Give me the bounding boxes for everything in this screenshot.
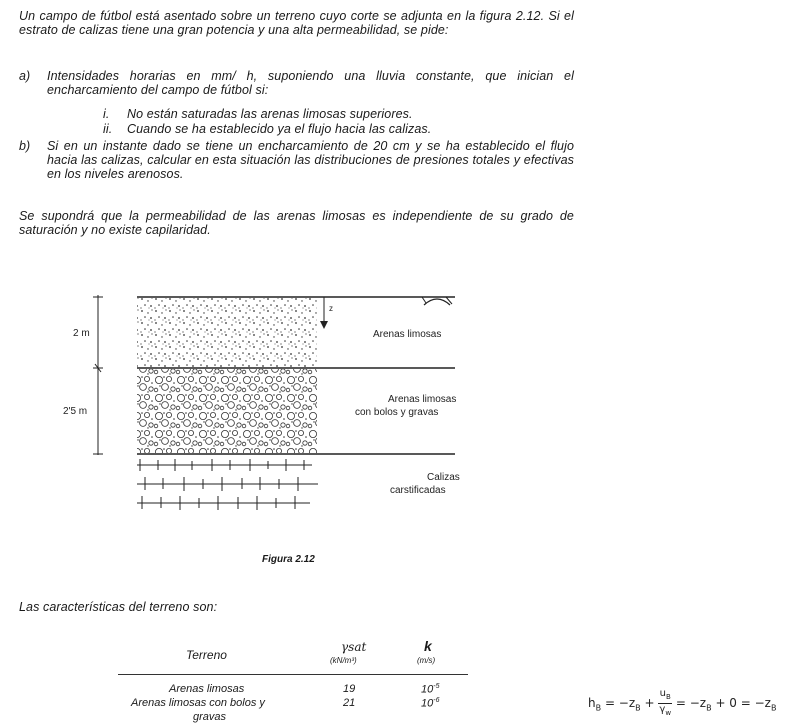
- table-header-k-unit: (m/s): [417, 656, 436, 665]
- formula-eq1-sub: B: [635, 703, 641, 713]
- limestone-hatching: [137, 459, 318, 510]
- formula-num-sub: B: [665, 693, 671, 701]
- table-header-gamma-unit: (kN/m³): [330, 656, 357, 665]
- z-axis-label: z: [329, 304, 333, 313]
- characteristics-intro: Las características del terreno son:: [19, 600, 218, 614]
- formula-lhs-sub: B: [595, 703, 602, 713]
- table-row-1-k: [421, 683, 439, 696]
- figure-caption: Figura 2.12: [262, 554, 315, 565]
- item-a-marker: a): [19, 69, 31, 83]
- table-row-1-k-base: 10: [421, 683, 434, 696]
- table-row-2-gamma: 21: [343, 697, 356, 709]
- table-rule: [118, 674, 468, 675]
- item-a-text: Intensidades horarias en mm/ h, suponiendo una lluvia constante, que inician el encharcamiento del campo de fútbol si:: [47, 69, 574, 97]
- problem-intro: Un campo de fútbol está asentado sobre un terreno cuyo corte se adjunta en la figura 2.12. Si el estrato de calizas tiene una gran potencia y una alta permeabilidad, se pide:: [19, 9, 574, 37]
- table-row-2-k: [421, 697, 439, 710]
- layer3-label-line2: carstificadas: [390, 485, 446, 496]
- item-a-i-marker: i.: [103, 107, 110, 121]
- layer3-label-line1: Calizas: [427, 472, 460, 483]
- soil-profile-figure: [0, 285, 480, 525]
- formula-rhs2-sub: B: [770, 703, 777, 713]
- formula-fraction: [658, 688, 672, 719]
- formula-lhs: h: [588, 696, 596, 710]
- table-row-2-k-exp: -6: [433, 697, 440, 704]
- table-header-gamma: γsat: [341, 640, 367, 654]
- formula-plus: +: [644, 696, 655, 710]
- item-a-ii-marker: ii.: [103, 122, 113, 136]
- formula-rhs1-tail: + 0 = −z: [715, 696, 771, 710]
- dim-label-bottom: 2'5 m: [63, 406, 88, 417]
- dim-label-top: 2 m: [73, 328, 90, 339]
- head-formula: [588, 688, 776, 719]
- layer-silty-sands-gravel: [137, 369, 317, 453]
- formula-rhs1-sub: B: [706, 703, 712, 713]
- table-header-k: k: [424, 638, 432, 654]
- item-b-marker: b): [19, 139, 31, 153]
- table-row-2-terrain: Arenas limosas con bolos y: [131, 697, 265, 709]
- table-row-1-gamma: 19: [343, 683, 356, 695]
- table-row-2-k-base: 10: [421, 697, 434, 710]
- table-header-terrain: Terreno: [186, 648, 227, 662]
- item-a-ii-text: Cuando se ha establecido ya el flujo hacia las calizas.: [127, 122, 432, 136]
- layer2-label-line1: Arenas limosas: [388, 394, 457, 405]
- item-b-text: Si en un instante dado se tiene un encharcamiento de 20 cm y se ha establecido el flujo hacia las calizas, calcular en esta situación las distribuciones de presiones totales y efectivas en los niveles arenosos.: [47, 139, 574, 181]
- formula-eq1: = −z: [604, 696, 636, 710]
- table-row-2-terrain-cont: gravas: [193, 711, 227, 723]
- table-row-1-terrain: Arenas limosas: [169, 683, 245, 695]
- layer1-label: Arenas limosas: [373, 329, 442, 340]
- layer2-label-line2: con bolos y gravas: [355, 407, 439, 418]
- formula-num: u: [659, 688, 666, 699]
- formula-rhs1: = −z: [675, 696, 707, 710]
- item-a-i-text: No están saturadas las arenas limosas superiores.: [127, 107, 413, 121]
- surface-arc-symbol: [424, 299, 450, 305]
- assumption-note: Se supondrá que la permeabilidad de las arenas limosas es independiente de su grado de saturación y no existe capilaridad.: [19, 209, 574, 237]
- table-row-1-k-exp: -5: [433, 683, 440, 690]
- formula-den: γ: [659, 704, 666, 715]
- layer-silty-sands: [137, 298, 317, 367]
- formula-den-sub: w: [665, 709, 672, 717]
